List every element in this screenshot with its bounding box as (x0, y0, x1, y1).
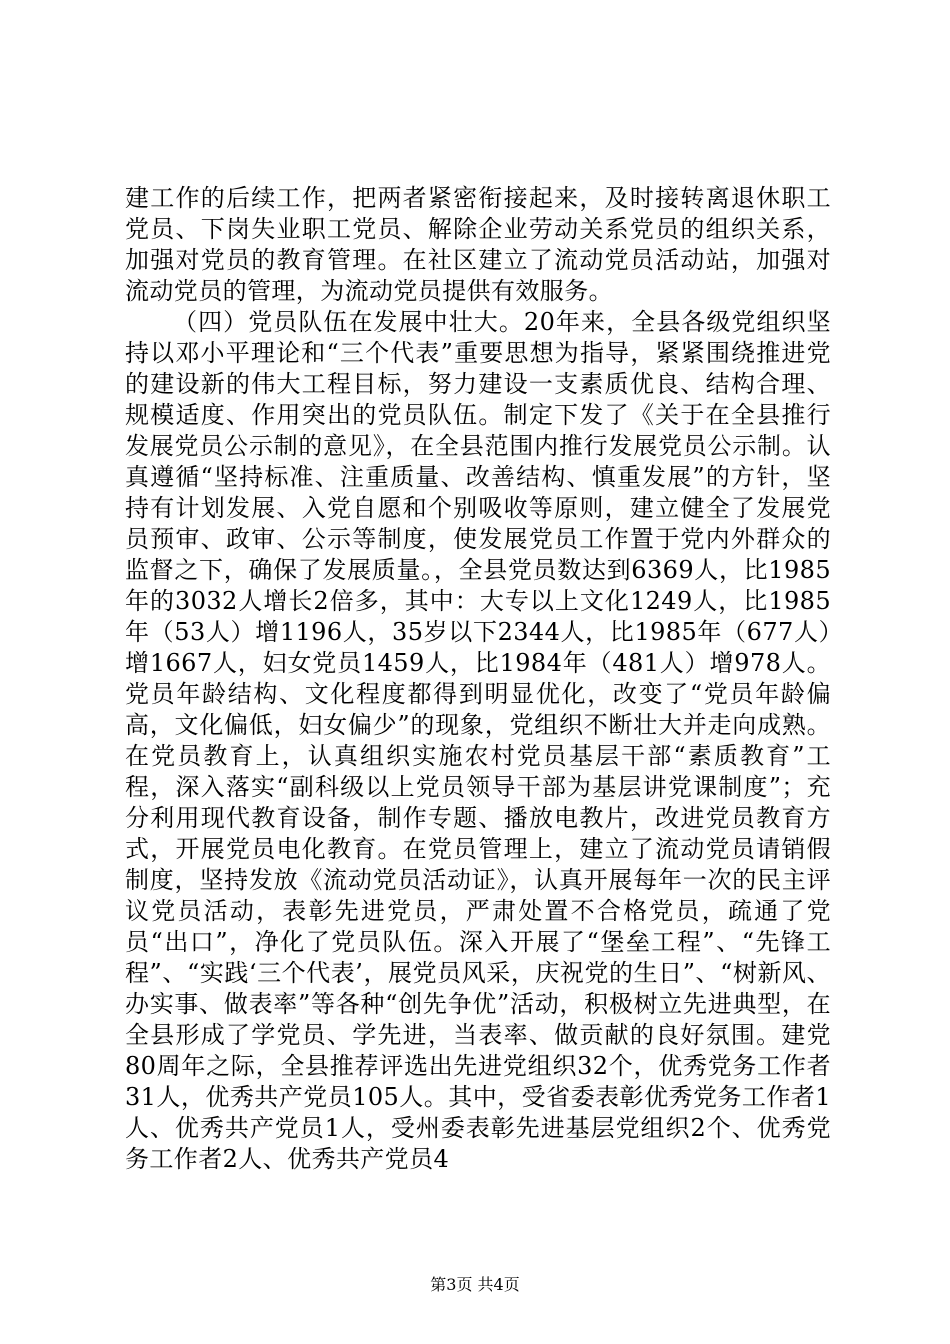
page-footer: 第3页 共4页 (430, 1275, 520, 1294)
paragraph-section-four: （四）党员队伍在发展中壮大。20年来，全县各级党组织坚持以邓小平理论和“三个代表”重要思想为指导，紧紧围绕推进党的建设新的伟大工程目标，努力建设一支素质优良、结构合理、规模适度、作用突出的党员队伍。制定下发了《关于在全县推行发展党员公示制的意见》，在全县范围内推行发展党员公示制。认真遵循“坚持标准、注重质量、改善结构、慎重发展”的方针，坚持有计划发展、入党自愿和个别吸收等原则，建立健全了发展党员预审、政审、公示等制度，使发展党员工作置于党内外群众的监督之下，确保了发展质量。，全县党员数达到6369人，比1985年的3032人增长2倍多，其中：大专以上文化1249人，比1985年（53人）增1196人，35岁以下2344人，比1985年（677人）增1667人，妇女党员1459人，比1984年（481人）增978人。党员年龄结构、文化程度都得到明显优化，改变了“党员年龄偏高，文化偏低，妇女偏少”的现象，党组织不断壮大并走向成熟。在党员教育上，认真组织实施农村党员基层干部“素质教育”工程，深入落实“副科级以上党员领导干部为基层讲党课制度”；充分利用现代教育设备，制作专题、播放电教片，改进党员教育方式，开展党员电化教育。在党员管理上，建立了流动党员请销假制度，坚持发放《流动党员活动证》，认真开展每年一次的民主评议党员活动，表彰先进党员，严肃处置不合格党员，疏通了党员“出口”，净化了党员队伍。深入开展了“堡垒工程”、“先锋工程”、“实践‘三个代表’，展党员风采，庆祝党的生日”、“树新风、办实事、做表率”等各种“创先争优”活动，积极树立先进典型，在全县形成了学党员、学先进，当表率、做贡献的良好氛围。建党80周年之际，全县推荐评选出先进党组织32个，优秀党务工作者31人，优秀共产党员105人。其中，受省委表彰优秀党务工作者1人、优秀共产党员1人，受州委表彰先进基层党组织2个、优秀党务工作者2人、优秀共产党员4 (125, 308, 831, 1173)
body-text (125, 183, 831, 1175)
paragraph-continuation: 建工作的后续工作，把两者紧密衔接起来，及时接转离退休职工党员、下岗失业职工党员、解除企业劳动关系党员的组织关系，加强对党员的教育管理。在社区建立了流动党员活动站，加强对流动党员的管理，为流动党员提供有效服务。 (125, 184, 831, 305)
